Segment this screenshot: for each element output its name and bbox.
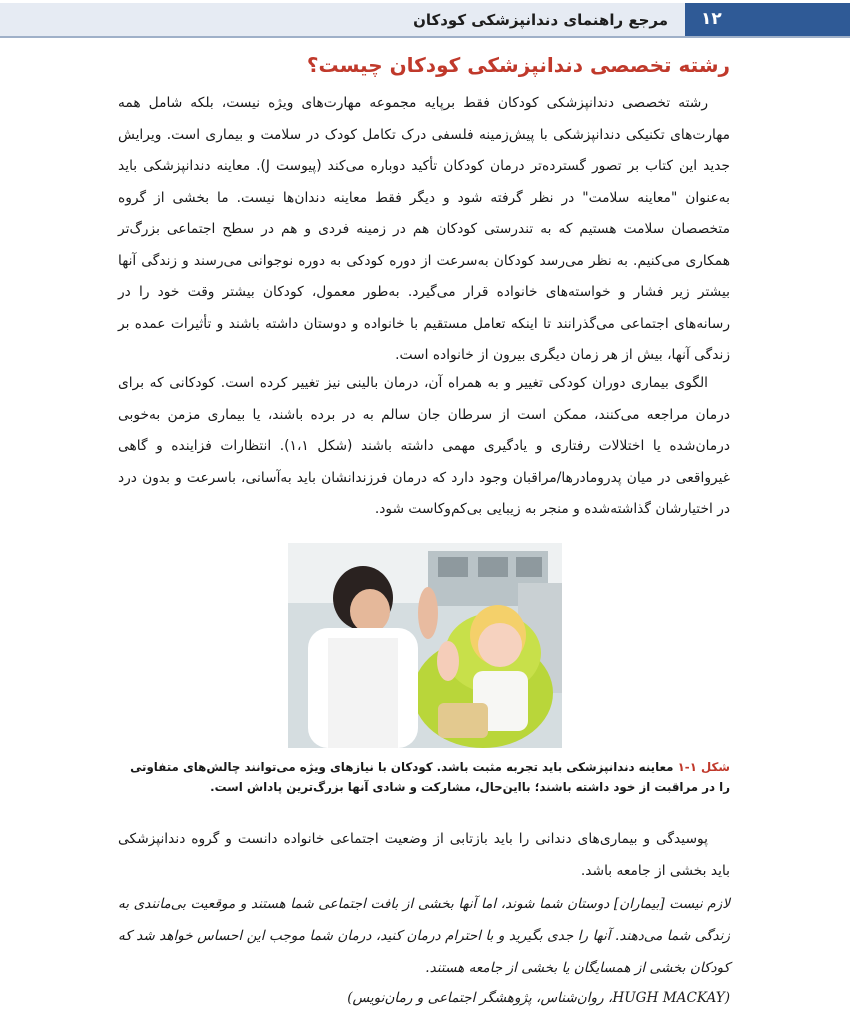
figure-caption-text: معاینه دندانپزشکی باید تجربه مثبت باشد. کودکان با نیازهای ویژه می‌توانند چالش‌های متفاوتی را در مراقبت از خود داشته باشند؛ بااین‌حال، مشارکت و شادی آنها بزرگ‌ترین پاداش است. <box>130 760 730 794</box>
quote-text: لازم نیست [بیماران] دوستان شما شوند، اما آنها بخشی از بافت اجتماعی شما هستند و موقعیت بی‌مانندی به زندگی شما می‌دهند. آنها را جدی بگیرید و با احترام درمان کنید، درمان شما موجب این احساس خواهد شد که کودکان بخشی از همسایگان یا بخشی از جامعه هستند. <box>118 896 730 976</box>
body-paragraph: رشته تخصصی دندانپزشکی کودکان فقط برپایه مجموعه مهارت‌های ویژه نیست، بلکه شامل همه مهارت‌های تکنیکی دندانپزشکی با پیش‌زمینه فلسفی درک تکامل کودک در سلامت و بیماری است. ویرایش جدید این کتاب بر تصور گسترده‌تر درمان کودکان تأکید دوباره می‌کند (پیوست J). معاینه دندانپزشکی باید به‌عنوان "معاینه سلامت" در نظر گرفته شود و دیگر فقط معاینه دندان‌ها نیست. ما بخشی از گروه متخصصان سلامت هستیم که به تندرستی کودکان هم در زمینه فردی و هم در سطح اجتماعی بزرگ‌تر همکاری می‌کنیم. به نظر می‌رسد کودکان به‌سرعت از دوره کودکی به دوره نوجوانی می‌رسند و زندگی آنها بیشتر زیر فشار و خواسته‌های خانواده قرار می‌گیرد. به‌طور معمول، کودکان بیشتر وقت خود را در رسانه‌های اجتماعی می‌گذرانند تا اینکه تعامل مستقیم با خانواده و دوستان داشته باشند و تأثیرات عمده بر زندگی آنها، بیش از هر زمان دیگری بیرون از خانواده است. <box>118 95 730 363</box>
figure-photo <box>288 543 562 748</box>
figure-caption <box>118 757 730 797</box>
body-paragraph: پوسیدگی و بیماری‌های دندانی را باید بازتابی از وضعیت اجتماعی خانواده دانست و گروه دندانپزشکی باید بخشی از جامعه باشد. <box>118 831 730 879</box>
page-number-box <box>685 3 850 36</box>
running-title: مرجع راهنمای دندانپزشکی کودکان <box>413 11 668 29</box>
figure-label: شکل ۱-۱ <box>677 760 730 774</box>
dental-visit-photo <box>288 543 562 748</box>
page-number: ۱۲ <box>701 9 722 29</box>
quote-attribution: (HUGH MACKAY، روان‌شناس، پژوهشگر اجتماعی و رمان‌نویس) <box>347 990 730 1006</box>
page-header <box>0 3 850 38</box>
section-heading: رشته تخصصی دندانپزشکی کودکان چیست؟ <box>306 53 730 77</box>
body-paragraph: الگوی بیماری دوران کودکی تغییر و به همراه آن، درمان بالینی نیز تغییر کرده است. کودکانی که برای درمان مراجعه می‌کنند، ممکن است از سرطان جان سالم به در برده باشند، یا بیماری مزمن به‌خوبی درمان‌شده یا اختلالات رفتاری و یادگیری مهمی داشته باشند (شکل ۱،۱). انتظارات فزاینده و گاهی غیرواقعی در میان پدرومادرها/مراقبان وجود دارد که درمان فرزندانشان باید به‌آسانی، باسرعت و بدون درد در اختیارشان گذاشته‌شده و منجر به زیبایی بی‌کم‌وکاست شود. <box>118 375 730 517</box>
